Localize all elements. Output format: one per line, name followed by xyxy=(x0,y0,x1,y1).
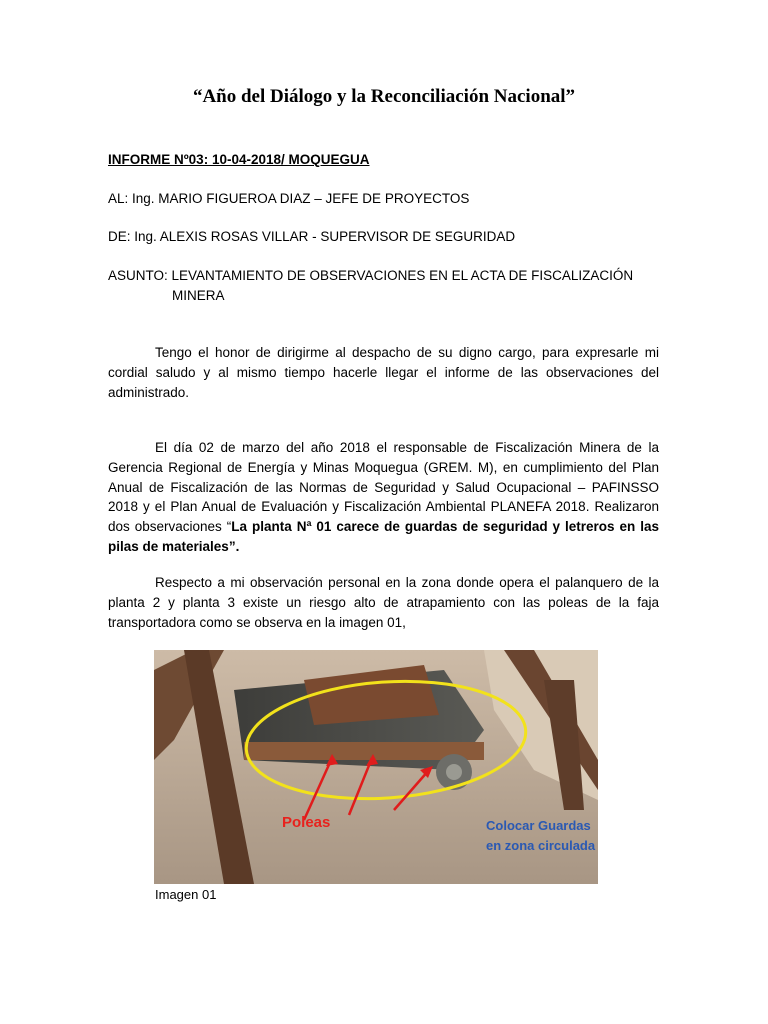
paragraph-observations-quote: La planta Nª 01 carece de guardas de seguridad y letreros en las pilas de materiales”. xyxy=(108,519,659,554)
to-line: AL: Ing. MARIO FIGUEROA DIAZ – JEFE DE PROYECTOS xyxy=(108,191,470,206)
paragraph-greeting: Tengo el honor de dirigirme al despacho de su digno cargo, para expresarle mi cordial saludo y al mismo tiempo hacerle llegar el informe de las observaciones del administrado. xyxy=(108,345,659,400)
figure-caption: Imagen 01 xyxy=(155,887,217,902)
paragraph-observations-text: El día 02 de marzo del año 2018 el responsable de Fiscalización Minera de la Gerencia Regional de Energía y Minas Moquegua (GREM. M), en cumplimiento del Plan Anual de Fiscalización de las Normas de Seguridad y Salud Ocupacional – PAFINSSO 2018 y el Plan Anual de Evaluación y Fiscalización Ambiental PLANEFA 2018. Realizaron dos observaciones “ xyxy=(108,440,659,535)
document-title: “Año del Diálogo y la Reconciliación Nacional” xyxy=(192,86,576,107)
paragraph-personal-observation: Respecto a mi observación personal en la zona donde opera el palanquero de la planta 2 y planta 3 existe un riesgo alto de atrapamiento con las poleas de la faja transportadora como se observa en la imagen 01, xyxy=(108,575,659,630)
report-line: INFORME Nº03: 10-04-2018/ MOQUEGUA xyxy=(108,152,370,167)
conveyor-photo xyxy=(154,650,598,884)
subject-line: ASUNTO: LEVANTAMIENTO DE OBSERVACIONES EN EL ACTA DE FISCALIZACIÓN xyxy=(108,268,634,283)
guardas-label: Colocar Guardas en zona circulada xyxy=(486,818,596,853)
poleas-label: Poleas xyxy=(282,814,331,831)
from-line: DE: Ing. ALEXIS ROSAS VILLAR - SUPERVISOR DE SEGURIDAD xyxy=(108,229,516,244)
subject-line-continuation: MINERA xyxy=(172,288,225,303)
paragraph-observations xyxy=(108,438,659,557)
